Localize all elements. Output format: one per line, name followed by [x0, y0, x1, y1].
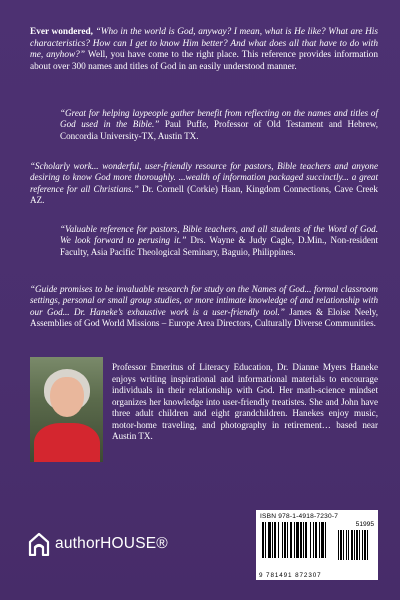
barcode-bar — [340, 530, 342, 560]
barcode-bar — [296, 522, 299, 558]
quote-attribution: Paul Puffe, Professor of Old Testament and Hebrew, Concordia University-TX, Austin TX. — [60, 119, 378, 141]
barcode-bar — [284, 522, 286, 558]
barcode-bar — [310, 522, 311, 558]
barcode-bar — [262, 522, 264, 558]
quote-attribution: Drs. Wayne & Judy Cagle, D.Min., Non-resident Faculty, Asia Pacific Theological Seminary, Baguio, Philippines. — [60, 235, 378, 257]
endorsement-quote — [60, 108, 378, 142]
barcode-bar — [274, 522, 276, 558]
barcode-bar — [272, 522, 273, 558]
barcode-bar — [359, 530, 360, 560]
endorsement-quote — [30, 284, 378, 330]
publisher-name: authorHOUSE® — [55, 535, 168, 552]
barcode-bar — [303, 522, 304, 558]
quote-attribution: James & Eloise Neely, Assemblies of God World Missions – Europe Area Directors, Culturally Diverse Communities. — [30, 306, 378, 329]
author-bio: Professor Emeritus of Literacy Education, Dr. Dianne Myers Haneke enjoys writing inspirational and informational materials to encourage individuals in their relationship with God. Her math-science mindset organizes her knowledge into user-friendly treatistes. She and John have three adult children and eight grandchildren. Hanekes enjoy music, motor-home traveling, and photography in retirement… based near Austin TX. — [112, 362, 378, 441]
barcode-bar — [313, 522, 314, 558]
barcode-bar — [362, 530, 363, 560]
intro-body: Well, you have come to the right place. This reference provides information about over 300 names and titles of God in an easily understood manner. — [30, 50, 379, 72]
barcode-bar — [290, 522, 292, 558]
endorsement-quote — [60, 224, 378, 258]
quote-attribution: Dr. Cornell (Corkie) Haan, Kingdom Connections, Cave Creek AZ. — [30, 183, 378, 206]
barcode-bar — [287, 522, 288, 558]
barcode-bar — [278, 522, 279, 558]
author-photo — [30, 357, 103, 462]
barcode-bar — [321, 522, 324, 558]
barcode-bar — [343, 530, 344, 560]
barcode-bar — [364, 530, 366, 560]
barcode-bar — [305, 522, 307, 558]
barcode-number: 9 781491 872307 — [259, 572, 322, 579]
barcode-bar — [315, 522, 317, 558]
author-photo-body — [34, 423, 100, 462]
isbn-number: ISBN 978-1-4918-7230-7 — [260, 513, 339, 520]
endorsement-quote — [30, 161, 378, 207]
barcode-bar — [348, 530, 349, 560]
author-photo-face — [50, 377, 84, 417]
barcode-bar — [282, 522, 283, 558]
quote-text: “Scholarly work... wonderful, user-friendly resource for pastors, Bible teachers and anyone desiring to know God more thoroughly. ...wealth of information packaged succinctly... a great reference for all Christians.” — [30, 161, 378, 194]
barcode-bar — [300, 522, 302, 558]
barcode-bar — [346, 530, 347, 560]
barcode-bar — [268, 522, 271, 558]
barcode-bar — [354, 530, 355, 560]
isbn-barcode — [256, 510, 378, 580]
quote-text: “Guide promises to be invaluable research for study on the Names of God... formal classroom settings, personal or small group studies, or more intimate knowledge of and relationship with our God... Dr. Haneke’s exhaustive work is a user-friendly tool.” — [30, 284, 378, 317]
price-code: 51995 — [355, 521, 374, 528]
barcode-bar — [319, 522, 320, 558]
intro-paragraph — [30, 27, 378, 73]
barcode-bar — [338, 530, 339, 560]
intro-question: “Who in the world is God, anyway? I mean, what is He like? What are His characteristics? How can I get to know Him better? And what does all that have to do with me, anyhow?” — [30, 27, 379, 61]
barcode-bar — [265, 522, 266, 558]
barcode-bar — [356, 530, 358, 560]
barcode-bar — [367, 530, 368, 560]
intro-lead: Ever wondered, — [30, 27, 93, 37]
quote-text: “Valuable reference for pastors, Bible teachers, and all students of the Word of God. We look forward to perusing it.” — [60, 224, 378, 246]
barcode-bar — [351, 530, 353, 560]
barcode-bars — [260, 522, 374, 568]
quote-text: “Great for helping laypeople gather benefit from reflecting on the names and titles of God used in the Bible.” — [60, 108, 378, 130]
barcode-bar — [294, 522, 295, 558]
publisher-logo — [28, 532, 168, 556]
barcode-bar — [325, 522, 326, 558]
authorhouse-logo-icon — [28, 532, 50, 556]
